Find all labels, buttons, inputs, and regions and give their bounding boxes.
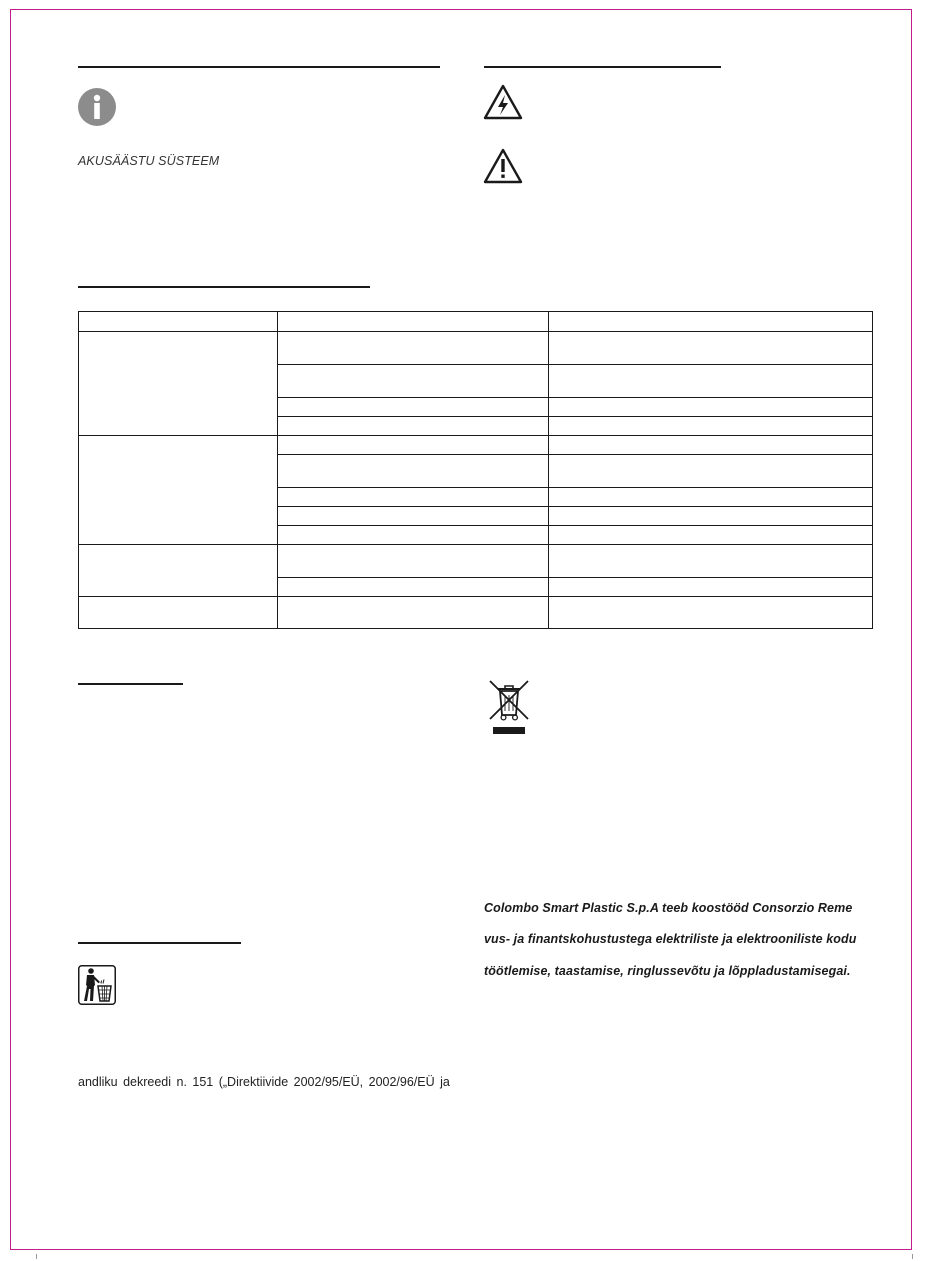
table-cell bbox=[549, 545, 873, 578]
table-cell bbox=[278, 365, 549, 398]
table-cell bbox=[278, 398, 549, 417]
table-cell bbox=[278, 436, 549, 455]
section-rule-info bbox=[78, 66, 440, 68]
weee-note-line-3: töötlemise, taastamise, ringlussevõtu ja lõppladustamisegai. bbox=[484, 964, 851, 978]
table-cell bbox=[278, 545, 549, 578]
crop-mark bbox=[36, 1254, 37, 1259]
table-cell bbox=[549, 312, 873, 332]
crop-mark bbox=[912, 1254, 913, 1259]
table-cell bbox=[79, 312, 278, 332]
weee-note-line-2: vus- ja finantskohustustega elektriliste ja elektrooniliste kodu bbox=[484, 932, 857, 946]
table-cell bbox=[549, 578, 873, 597]
table-cell bbox=[549, 507, 873, 526]
table-cell bbox=[278, 332, 549, 365]
page-trim-border bbox=[10, 9, 912, 1250]
section-rule-disposal bbox=[78, 942, 241, 944]
section-rule-table bbox=[78, 286, 370, 288]
table-cell bbox=[549, 488, 873, 507]
weee-note-line-1: Colombo Smart Plastic S.p.A teeb koostööd Consorzio Reme bbox=[484, 901, 853, 915]
table-row bbox=[79, 545, 873, 578]
table-cell bbox=[278, 597, 549, 629]
table-cell bbox=[549, 436, 873, 455]
battery-saving-caption: AKUSÄÄSTU SÜSTEEM bbox=[78, 154, 220, 168]
disposal-footer-line: andliku dekreedi n. 151 („Direktiivide 2002/95/EÜ, 2002/96/EÜ ja bbox=[78, 1075, 450, 1089]
table-header-row bbox=[79, 312, 873, 332]
table-cell bbox=[549, 417, 873, 436]
table-cell bbox=[278, 312, 549, 332]
specification-table bbox=[78, 311, 873, 629]
table-row bbox=[79, 332, 873, 365]
table-group-cell bbox=[79, 332, 278, 436]
table-group-cell bbox=[79, 436, 278, 545]
table-cell bbox=[549, 526, 873, 545]
table-cell bbox=[549, 365, 873, 398]
table-cell bbox=[278, 455, 549, 488]
table-cell bbox=[549, 455, 873, 488]
table-row bbox=[79, 597, 873, 629]
info-circle-icon bbox=[78, 88, 116, 126]
table-cell bbox=[278, 488, 549, 507]
table-cell bbox=[549, 332, 873, 365]
table-cell bbox=[549, 597, 873, 629]
table-cell bbox=[549, 398, 873, 417]
crossed-out-bin-icon bbox=[488, 679, 530, 737]
caution-exclamation-icon bbox=[483, 148, 523, 184]
table-cell bbox=[278, 578, 549, 597]
high-voltage-warning-icon bbox=[483, 84, 523, 120]
section-rule-environment bbox=[78, 683, 183, 685]
section-rule-safety bbox=[484, 66, 721, 68]
table-cell bbox=[278, 417, 549, 436]
table-cell bbox=[278, 507, 549, 526]
litter-bin-person-icon bbox=[78, 965, 116, 1005]
table-cell bbox=[278, 526, 549, 545]
table-row bbox=[79, 436, 873, 455]
table-group-cell bbox=[79, 597, 278, 629]
table-group-cell bbox=[79, 545, 278, 597]
